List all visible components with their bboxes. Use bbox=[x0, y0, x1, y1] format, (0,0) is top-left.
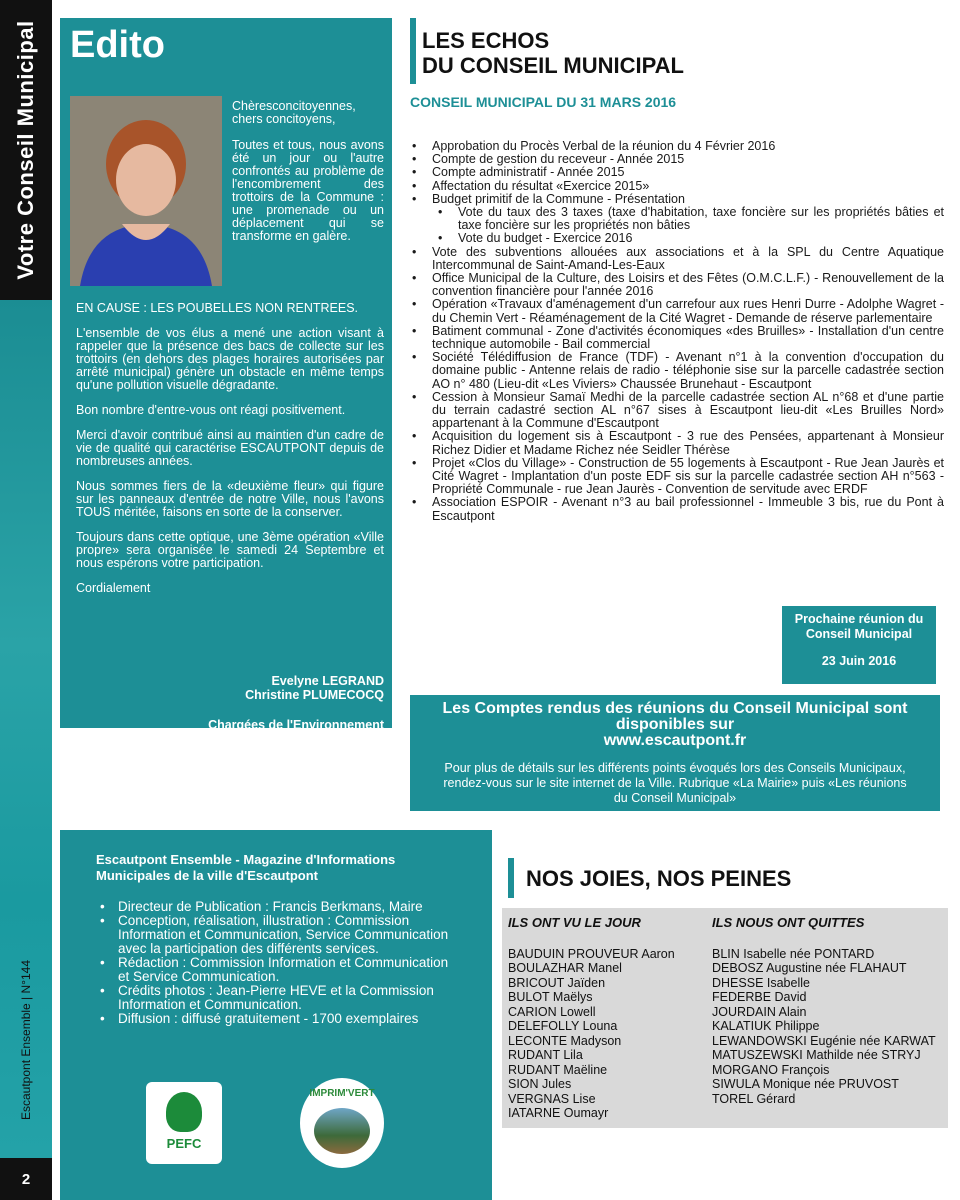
edito-closing: Cordialement bbox=[76, 581, 151, 595]
birth-entry: BOULAZHAR Manel bbox=[508, 961, 622, 975]
births-list bbox=[508, 947, 708, 1121]
echos-accent-bar bbox=[410, 18, 416, 84]
death-entry: MORGANO François bbox=[712, 1062, 830, 1077]
edito-title: Edito bbox=[70, 24, 165, 66]
credits-item: • Crédits photos : Jean-Pierre HEVE et la Commission Information et Communication. bbox=[100, 984, 450, 1012]
birth-entry: BULOT Maëlys bbox=[508, 990, 593, 1004]
death-entry: BLIN Isabelle née PONTARD bbox=[712, 946, 875, 961]
birth-entry: BAUDUIN PROUVEUR Aaron bbox=[508, 946, 675, 961]
agenda-item: • Projet «Clos du Village» - Construction de 55 logements à Escautpont - Rue Jean Jaurès et Cité Wagret - Implantation d'un poste EDF sis sur la parcelle cadastrée section AH n°563 - Propriété Communale - rue Jean Jaurès - Convention de servitude avec ERDF bbox=[410, 457, 944, 497]
agenda-item: • Affectation du résultat «Exercice 2015» bbox=[410, 180, 944, 193]
birth-entry: SION Jules bbox=[508, 1077, 572, 1091]
pefc-logo-text: PEFC bbox=[166, 1136, 202, 1151]
edito-paragraph: Nous sommes fiers de la «deuxième fleur» qui figure sur les panneaux d'entrée de notre Ville, nous l'avons TOUS méritée, faisons en sorte de la conserver. bbox=[76, 479, 384, 519]
next-meeting-label: Conseil Municipal bbox=[805, 627, 913, 641]
birth-entry: VERGNAS Lise bbox=[508, 1091, 596, 1106]
imprim-vert-logo-text: IMPRIM'VERT bbox=[309, 1088, 375, 1099]
death-entry: KALATIUK Philippe bbox=[712, 1019, 820, 1033]
credits-item: • Rédaction : Commission Information et Communication et Service Communication. bbox=[100, 956, 450, 984]
birth-entry: IATARNE Oumayr bbox=[508, 1106, 609, 1120]
deaths-header: ILS NOUS ONT QUITTES bbox=[712, 915, 865, 930]
echos-subtitle: CONSEIL MUNICIPAL DU 31 MARS 2016 bbox=[410, 94, 677, 110]
magazine-title: Escautpont Ensemble - Magazine d'Informations Municipales de la ville d'Escautpont bbox=[96, 852, 396, 883]
next-meeting-box bbox=[782, 606, 936, 684]
website-link[interactable]: www.escautpont.fr bbox=[603, 732, 747, 749]
reports-headline bbox=[410, 701, 940, 749]
joies-peines-title: NOS JOIES, NOS PEINES bbox=[526, 866, 792, 891]
reports-headline-line: Les Comptes rendus des réunions du Conseil Municipal sont bbox=[442, 700, 908, 717]
death-entry: DEBOSZ Augustine née FLAHAUT bbox=[712, 961, 907, 975]
signature-name: Christine PLUMECOCQ bbox=[245, 688, 384, 702]
agenda-item: • Batiment communal - Zone d'activités économiques «des Bruilles» - Installation d'un centre technique automobile - Bail commercial bbox=[410, 325, 944, 351]
edito-greeting-block bbox=[232, 100, 384, 243]
portrait-photo bbox=[70, 96, 222, 286]
credits-list bbox=[100, 900, 450, 1026]
death-entry: MATUSZEWSKI Mathilde née STRYJ bbox=[712, 1048, 921, 1062]
side-strip bbox=[0, 300, 52, 1160]
next-meeting-inner bbox=[784, 606, 934, 682]
deaths-column bbox=[712, 916, 946, 1106]
birth-entry: CARION Lowell bbox=[508, 1004, 596, 1019]
deaths-list bbox=[712, 947, 946, 1107]
credits-item: • Diffusion : diffusé gratuitement - 1700 exemplaires bbox=[100, 1012, 450, 1026]
section-title: Votre Conseil Municipal bbox=[13, 20, 38, 280]
agenda-item: • Compte administratif - Année 2015 bbox=[410, 166, 944, 179]
births-column bbox=[508, 916, 708, 1121]
death-entry: TOREL Gérard bbox=[712, 1091, 796, 1106]
next-meeting-date: 23 Juin 2016 bbox=[821, 654, 897, 668]
birth-entry: BRICOUT Jaïden bbox=[508, 975, 606, 990]
signature-role: Chargées de l'Environnement bbox=[208, 718, 384, 732]
edito-paragraph: EN CAUSE : LES POUBELLES NON RENTREES. bbox=[76, 301, 359, 315]
edito-paragraph: Bon nombre d'entre-vous ont réagi positivement. bbox=[76, 403, 346, 417]
edito-intro: Toutes et tous, nous avons été un jour ou l'autre confrontés au problème de l'encombrement des trottoirs de la Commune : une promenade ou un déplacement qui se transforme en galère. bbox=[232, 138, 384, 243]
side-band bbox=[0, 0, 52, 1200]
death-entry: JOURDAIN Alain bbox=[712, 1004, 807, 1019]
joies-peines-box bbox=[502, 908, 948, 1128]
death-entry: LEWANDOWSKI Eugénie née KARWAT bbox=[712, 1033, 936, 1048]
reports-details: Pour plus de détails sur les différents points évoqués lors des Conseils Municipaux, rendez-vous sur le site internet de la Ville. Rubrique «La Mairie» puis «Les réunions du Conseil Municipal» bbox=[443, 761, 907, 805]
magazine-credits bbox=[60, 830, 492, 1200]
page-number: 2 bbox=[0, 1158, 52, 1200]
pefc-logo bbox=[146, 1082, 222, 1164]
agenda-item: • Opération «Travaux d'aménagement d'un carrefour aux rues Henri Durre - Adolphe Wagret - du Chemin Vert - Réaménagement de la Cité Wagret - Demande de réserve parlementaire bbox=[410, 298, 944, 324]
agenda-item: • Compte de gestion du receveur - Année 2015 bbox=[410, 153, 944, 166]
death-entry: SIWULA Monique née PRUVOST bbox=[712, 1077, 899, 1091]
echos-title-line: DU CONSEIL MUNICIPAL bbox=[422, 53, 684, 78]
death-entry: DHESSE Isabelle bbox=[712, 975, 810, 990]
edito-panel bbox=[60, 18, 392, 732]
joies-accent-bar bbox=[508, 858, 514, 898]
magazine-reference: Escautpont Ensemble | N°144 bbox=[19, 959, 33, 1121]
birth-entry: RUDANT Lila bbox=[508, 1048, 583, 1062]
credits-item: • Directeur de Publication : Francis Berkmans, Maire bbox=[100, 900, 450, 914]
agenda-item: • Société Télédiffusion de France (TDF) - Avenant n°1 à la convention d'occupation du domaine public - Antenne relais de radio - téléphonie sise sur la parcelle cadastrée section AO n° 480 (Lieu-dit «Les Viviers» Chaussée Brunehaut - Escautpont bbox=[410, 351, 944, 391]
landscape-icon bbox=[314, 1108, 370, 1154]
credits-item: • Conception, réalisation, illustration : Commission Information et Communication, Service Communication avec la participation des différents services. bbox=[100, 914, 450, 956]
birth-entry: LECONTE Madyson bbox=[508, 1033, 622, 1048]
birth-entry: DELEFOLLY Louna bbox=[508, 1019, 618, 1033]
edito-signature bbox=[245, 674, 384, 702]
agenda-item: • Cession à Monsieur Samaï Medhi de la parcelle cadastrée section AL n°68 et d'une partie du terrain cadastré section AL n°67 sises à Escautpont lieu-dit «Les Bruilles Nord» appartenant à la Commune d'Escautpont bbox=[410, 391, 944, 431]
edito-paragraph: L'ensemble de vos élus a mené une action visant à rappeler que la présence des bacs de collecte sur les trottoirs (en dehors des plages horaires autorisées par arrêté municipal) génère un obstacle en même temps qu'une pollution visuelle dégradante. bbox=[76, 326, 384, 392]
agenda-item: • Office Municipal de la Culture, des Loisirs et des Fêtes (O.M.C.L.F.) - Renouvellement de la convention financière pour l'année 2016 bbox=[410, 272, 944, 298]
agenda-subitem: • Vote du budget - Exercice 2016 bbox=[410, 232, 944, 245]
signature-name: Evelyne LEGRAND bbox=[271, 674, 384, 688]
section-tab bbox=[0, 0, 52, 300]
echos-title-line: LES ECHOS bbox=[422, 28, 550, 53]
edito-greeting: Chèresconcitoyennes, chers concitoyens, bbox=[232, 99, 356, 126]
birth-entry: RUDANT Maëline bbox=[508, 1062, 608, 1077]
agenda-list bbox=[410, 140, 944, 523]
tree-icon bbox=[166, 1092, 202, 1132]
agenda-subitem: • Vote du taux des 3 taxes (taxe d'habitation, taxe foncière sur les propriétés bâties et taxe foncière sur les propriétés non bâties bbox=[410, 206, 944, 232]
edito-paragraph: Toujours dans cette optique, une 3ème opération «Ville propre» sera organisée le samedi 24 Septembre et nous espérons votre participation. bbox=[76, 530, 384, 570]
edito-paragraph: Merci d'avoir contribué ainsi au maintien d'un cadre de vie de qualité qui caractérise ESCAUTPONT depuis de nombreuses années. bbox=[76, 428, 384, 468]
agenda-item: • Association ESPOIR - Avenant n°3 au bail professionnel - Immeuble 3 bis, rue du Pont à Escautpont bbox=[410, 496, 944, 522]
births-header: ILS ONT VU LE JOUR bbox=[508, 915, 641, 930]
agenda-item: • Approbation du Procès Verbal de la réunion du 4 Février 2016 bbox=[410, 140, 944, 153]
reports-headline-line: disponibles sur bbox=[615, 716, 735, 733]
next-meeting-label: Prochaine réunion du bbox=[794, 612, 924, 626]
death-entry: FEDERBE David bbox=[712, 990, 807, 1004]
agenda-item: • Budget primitif de la Commune - Présentation bbox=[410, 193, 944, 206]
echos-title bbox=[422, 28, 684, 78]
agenda-item: • Vote des subventions allouées aux associations et à la SPL du Centre Aquatique Intercommunal de Saint-Amand-Les-Eaux bbox=[410, 246, 944, 272]
reports-banner bbox=[410, 695, 940, 811]
imprim-vert-logo bbox=[300, 1078, 384, 1168]
edito-body bbox=[76, 302, 384, 607]
agenda-item: • Acquisition du logement sis à Escautpont - 3 rue des Pensées, appartenant à Monsieur Richez Didier et Madame Richez née Seidler Thérèse bbox=[410, 430, 944, 456]
